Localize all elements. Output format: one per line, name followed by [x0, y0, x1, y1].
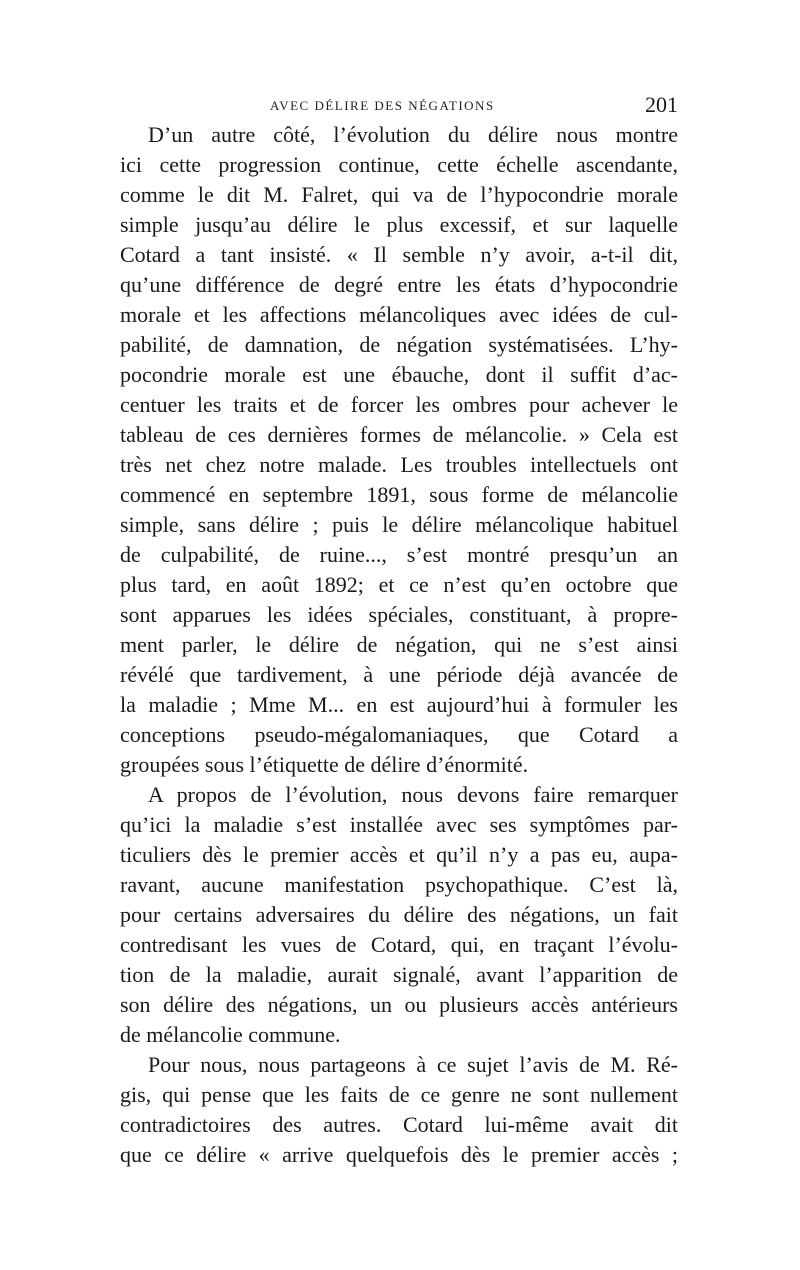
text-line: D’un autre côté, l’évolution du délire nous montre	[148, 122, 678, 147]
text-line: que ce délire « arrive quelquefois dès le premier accès ;	[120, 1142, 678, 1167]
text-line: Cotard a tant insisté. « Il semble n’y avoir, a-t-il dit,	[120, 242, 678, 267]
text-line: gis, qui pense que les faits de ce genre ne sont nullement	[120, 1082, 678, 1107]
text-line: qu’ici la maladie s’est installée avec ses symptômes par-	[120, 812, 678, 837]
text-line: centuer les traits et de forcer les ombres pour achever le	[120, 392, 678, 417]
text-line: ici cette progression continue, cette échelle ascendante,	[120, 152, 678, 177]
text-line: qu’une différence de degré entre les états d’hypocondrie	[120, 272, 678, 297]
page-number: 201	[645, 92, 678, 117]
text-line: très net chez notre malade. Les troubles intellectuels ont	[120, 452, 678, 477]
text-line: la maladie ; Mme M... en est aujourd’hui à formuler les	[120, 692, 678, 717]
running-title: AVEC DÉLIRE DES NÉGATIONS	[270, 98, 495, 113]
text-line: commencé en septembre 1891, sous forme de mélancolie	[120, 482, 678, 507]
text-line: plus tard, en août 1892; et ce n’est qu’en octobre que	[120, 572, 678, 597]
text-line: son délire des négations, un ou plusieurs accès antérieurs	[120, 992, 678, 1017]
text-line: ravant, aucune manifestation psychopathique. C’est là,	[120, 872, 678, 897]
text-line: pocondrie morale est une ébauche, dont il suffit d’ac-	[120, 362, 678, 387]
text-line: simple, sans délire ; puis le délire mélancolique habituel	[120, 512, 678, 537]
text-line: ment parler, le délire de négation, qui ne s’est ainsi	[120, 632, 678, 657]
text-line: morale et les affections mélancoliques avec idées de cul-	[120, 302, 678, 327]
running-head	[120, 92, 678, 122]
text-line: Pour nous, nous partageons à ce sujet l’avis de M. Ré-	[148, 1052, 678, 1077]
text-line: comme le dit M. Falret, qui va de l’hypocondrie morale	[120, 182, 678, 207]
text-line: tion de la maladie, aurait signalé, avant l’apparition de	[120, 962, 678, 987]
text-line: simple jusqu’au délire le plus excessif, et sur laquelle	[120, 212, 678, 237]
text-line: contredisant les vues de Cotard, qui, en traçant l’évolu-	[120, 932, 678, 957]
text-line: groupées sous l’étiquette de délire d’énormité.	[120, 752, 529, 777]
text-line: sont apparues les idées spéciales, constituant, à propre-	[120, 602, 678, 627]
text-line: A propos de l’évolution, nous devons faire remarquer	[148, 782, 678, 807]
text-line: pour certains adversaires du délire des négations, un fait	[120, 902, 678, 927]
text-line: de mélancolie commune.	[120, 1022, 341, 1047]
text-line: de culpabilité, de ruine..., s’est montré presqu’un an	[120, 542, 678, 567]
text-line: tableau de ces dernières formes de mélancolie. » Cela est	[120, 422, 678, 447]
text-line: pabilité, de damnation, de négation systématisées. L’hy-	[120, 332, 678, 357]
text-line: révélé que tardivement, à une période déjà avancée de	[120, 662, 678, 687]
text-line: contradictoires des autres. Cotard lui-même avait dit	[120, 1112, 678, 1137]
body-text	[120, 120, 678, 1170]
text-line: ticuliers dès le premier accès et qu’il n’y a pas eu, aupa-	[120, 842, 678, 867]
text-line: conceptions pseudo-mégalomaniaques, que Cotard a	[120, 722, 678, 747]
